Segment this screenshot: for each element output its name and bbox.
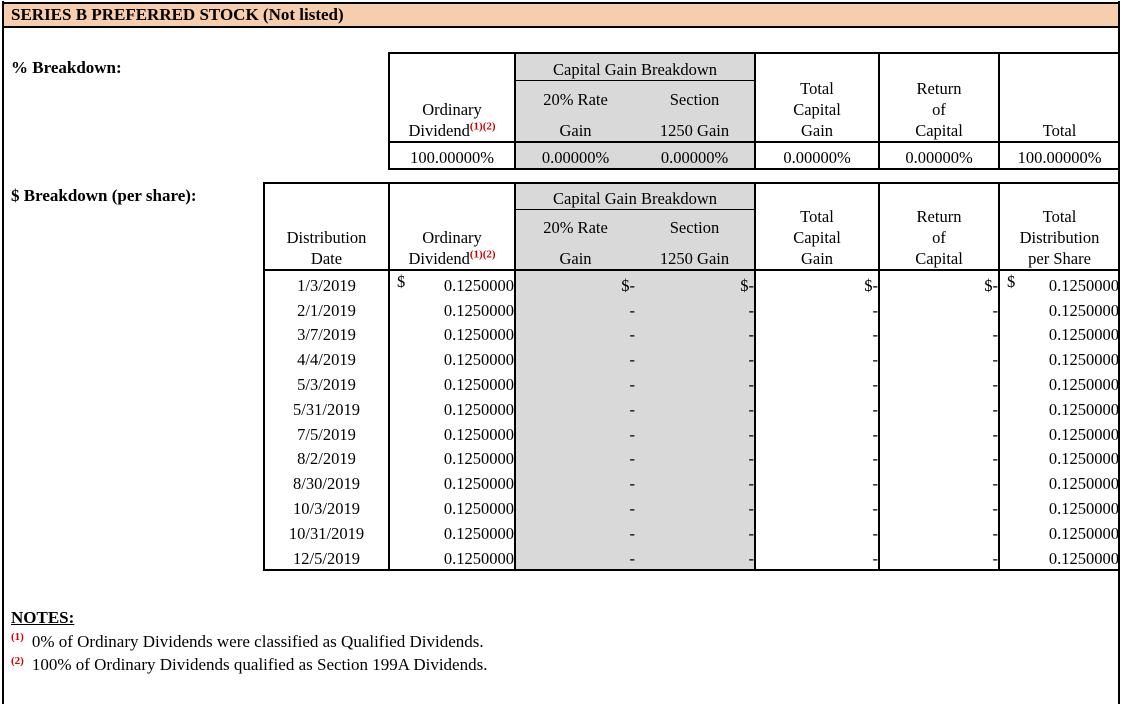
cell-total-capital-gain-value: -: [872, 325, 879, 345]
note-text: 100% of Ordinary Dividends qualified as Section 199A Dividends.: [31, 655, 488, 675]
header-ordinary-dividend: [389, 53, 515, 142]
cell-distribution-date-value: 5/3/2019: [297, 374, 356, 394]
dollar-breakdown-label: $ Breakdown (per share):: [11, 186, 197, 205]
cell-ordinary-dividend-value: 0.1250000: [443, 300, 514, 320]
cell-20-rate-gain-value: -: [629, 300, 635, 320]
cell-total-capital-gain: [755, 469, 879, 494]
cell-total-distribution-per-share-value: 0.1250000: [1048, 523, 1120, 543]
cell-percent-ordinary-dividend: 100.00000%: [389, 142, 515, 169]
cell-section-1250-gain-value: -: [748, 424, 755, 444]
cell-20-rate-gain-value: -: [629, 523, 635, 543]
cell-section-1250-gain: [635, 370, 755, 395]
cell-20-rate-gain-value: -: [629, 325, 635, 345]
cell-return-of-capital-value: -: [992, 350, 999, 370]
cell-ordinary-dividend: [389, 270, 515, 296]
cell-ordinary-dividend: [389, 296, 515, 321]
cell-distribution-date-value: 10/3/2019: [293, 498, 360, 518]
currency-symbol: $: [740, 275, 749, 295]
header-tdps-line3: per Share: [1028, 249, 1091, 268]
header-20-rate-gain-line1: 20% Rate: [515, 210, 635, 239]
header-return-of-capital: [879, 53, 999, 142]
cell-return-of-capital: [879, 345, 999, 370]
header-tcg-line3: Gain: [800, 121, 834, 140]
cell-20-rate-gain: [515, 519, 635, 544]
cell-return-of-capital: [879, 494, 999, 519]
cell-distribution-date: [264, 270, 389, 296]
cell-total-capital-gain-value: -: [872, 300, 879, 320]
cell-distribution-date-value: 3/7/2019: [297, 325, 356, 345]
cell-distribution-date: [264, 544, 389, 570]
table-row: [264, 321, 1119, 346]
notes-title: NOTES:: [11, 608, 75, 627]
cell-total-capital-gain-value: -: [872, 498, 879, 518]
footnote-marker: (1)(2): [469, 248, 496, 261]
currency-symbol: $: [621, 275, 630, 295]
cell-total-distribution-per-share: [999, 519, 1119, 544]
cell-20-rate-gain: [515, 345, 635, 370]
cell-section-1250-gain: [635, 544, 755, 570]
cell-section-1250-gain-value: -: [748, 275, 755, 295]
cell-total-capital-gain: [755, 321, 879, 346]
cell-return-of-capital-value: -: [992, 548, 999, 568]
cell-total-capital-gain: [755, 494, 879, 519]
cell-total-distribution-per-share: [999, 296, 1119, 321]
table-row: [264, 445, 1119, 470]
cell-20-rate-gain: [515, 494, 635, 519]
cell-ordinary-dividend-value: 0.1250000: [443, 449, 514, 469]
cell-return-of-capital: [879, 544, 999, 570]
cell-distribution-date: [264, 395, 389, 420]
cell-distribution-date: [264, 469, 389, 494]
cell-return-of-capital-value: -: [992, 399, 999, 419]
header-total-distribution-per-share: [999, 183, 1119, 270]
cell-distribution-date-value: 7/5/2019: [297, 424, 356, 444]
header-ordinary-line1: Ordinary: [422, 100, 482, 119]
cell-total-capital-gain: [755, 395, 879, 420]
table-row: [264, 420, 1119, 445]
cell-section-1250-gain-value: -: [748, 548, 755, 568]
cell-return-of-capital: [879, 270, 999, 296]
header-section-1250-line2: 1250 Gain: [635, 110, 755, 142]
cell-20-rate-gain-value: -: [629, 498, 635, 518]
cell-20-rate-gain: [515, 469, 635, 494]
cell-section-1250-gain: [635, 395, 755, 420]
cell-20-rate-gain: [515, 544, 635, 570]
cell-total-distribution-per-share: [999, 345, 1119, 370]
header-total-capital-gain: [755, 53, 879, 142]
cell-total-distribution-per-share: [999, 395, 1119, 420]
header-section-1250-line1: Section: [635, 210, 755, 239]
cell-total-distribution-per-share: [999, 469, 1119, 494]
cell-total-capital-gain: [755, 544, 879, 570]
cell-ordinary-dividend-value: 0.1250000: [443, 399, 514, 419]
cell-distribution-date-value: 5/31/2019: [293, 399, 360, 419]
dollar-breakdown-table: [263, 182, 1119, 571]
cell-return-of-capital: [879, 370, 999, 395]
cell-return-of-capital: [879, 519, 999, 544]
cell-ordinary-dividend: [389, 519, 515, 544]
page-title: SERIES B PREFERRED STOCK (Not listed): [4, 2, 1118, 28]
header-tcg-line1: Total: [800, 207, 834, 226]
cell-total-distribution-per-share-value: 0.1250000: [1048, 449, 1120, 469]
cell-total-distribution-per-share-value: 0.1250000: [1048, 374, 1120, 394]
cell-total-capital-gain-value: -: [872, 275, 879, 295]
cell-total-distribution-per-share-value: 0.1250000: [1048, 275, 1120, 295]
cell-total-distribution-per-share-value: 0.1250000: [1048, 325, 1120, 345]
cell-20-rate-gain-value: -: [629, 449, 635, 469]
cell-20-rate-gain: [515, 445, 635, 470]
cell-ordinary-dividend-value: 0.1250000: [443, 275, 514, 295]
cell-total-distribution-per-share: [999, 420, 1119, 445]
cell-section-1250-gain: [635, 469, 755, 494]
cell-ordinary-dividend-value: 0.1250000: [443, 424, 514, 444]
cell-total-distribution-per-share: [999, 370, 1119, 395]
cell-total-distribution-per-share-value: 0.1250000: [1048, 300, 1120, 320]
cell-total-capital-gain-value: -: [872, 449, 879, 469]
cell-ordinary-dividend-value: 0.1250000: [443, 325, 514, 345]
cell-ordinary-dividend: [389, 420, 515, 445]
cell-total-distribution-per-share-value: 0.1250000: [1048, 474, 1120, 494]
cell-return-of-capital-value: -: [992, 275, 999, 295]
header-return-of-capital: [879, 183, 999, 270]
table-header-row: [389, 53, 1119, 81]
cell-20-rate-gain: [515, 395, 635, 420]
cell-20-rate-gain-value: -: [629, 399, 635, 419]
percent-breakdown-table: [388, 52, 1119, 170]
cell-total-distribution-per-share: [999, 544, 1119, 570]
table-row: [264, 494, 1119, 519]
cell-ordinary-dividend: [389, 445, 515, 470]
cell-20-rate-gain-value: -: [629, 350, 635, 370]
cell-section-1250-gain: [635, 494, 755, 519]
cell-percent-return-of-capital: 0.00000%: [879, 142, 999, 169]
header-dividend-line2: Dividend: [408, 249, 470, 268]
cell-return-of-capital-value: -: [992, 300, 999, 320]
header-roc-line3: Capital: [915, 121, 963, 140]
header-20-rate-gain-line2: Gain: [515, 110, 635, 142]
header-20-rate-gain-line2: Gain: [515, 238, 635, 270]
cell-percent-total-capital-gain: 0.00000%: [755, 142, 879, 169]
cell-distribution-date-value: 10/31/2019: [288, 523, 365, 543]
cell-return-of-capital: [879, 296, 999, 321]
header-tcg-line2: Capital: [793, 100, 841, 119]
cell-total-capital-gain: [755, 270, 879, 296]
cell-section-1250-gain: [635, 321, 755, 346]
cell-ordinary-dividend: [389, 321, 515, 346]
header-total: [999, 53, 1119, 142]
currency-symbol: $: [864, 275, 873, 295]
footnote-marker: (1)(2): [469, 120, 496, 133]
cell-distribution-date: [264, 494, 389, 519]
cell-section-1250-gain-value: -: [748, 474, 755, 494]
cell-ordinary-dividend: [389, 345, 515, 370]
cell-total-capital-gain: [755, 370, 879, 395]
cell-20-rate-gain: [515, 420, 635, 445]
cell-section-1250-gain: [635, 519, 755, 544]
cell-section-1250-gain-value: -: [748, 449, 755, 469]
cell-distribution-date-value: 1/3/2019: [297, 275, 356, 295]
cell-section-1250-gain-value: -: [748, 325, 755, 345]
cell-total-capital-gain-value: -: [872, 374, 879, 394]
cell-ordinary-dividend-value: 0.1250000: [443, 523, 514, 543]
cell-distribution-date-value: 8/2/2019: [297, 449, 356, 469]
cell-ordinary-dividend-value: 0.1250000: [443, 350, 514, 370]
table-header-row: [264, 183, 1119, 210]
cell-percent-20-rate-gain: 0.00000%: [515, 142, 635, 169]
cell-return-of-capital: [879, 395, 999, 420]
cell-section-1250-gain: [635, 270, 755, 296]
cell-total-capital-gain: [755, 345, 879, 370]
cell-section-1250-gain-value: -: [748, 374, 755, 394]
cell-20-rate-gain: [515, 270, 635, 296]
note-item: [11, 655, 487, 676]
cell-total-distribution-per-share: [999, 445, 1119, 470]
table-row: [264, 370, 1119, 395]
cell-section-1250-gain: [635, 296, 755, 321]
cell-total-capital-gain-value: -: [872, 399, 879, 419]
cell-total-distribution-per-share-value: 0.1250000: [1048, 350, 1120, 370]
header-dist-date-line1: Distribution: [286, 228, 367, 247]
currency-symbol: $: [984, 275, 993, 295]
header-section-1250-line1: Section: [635, 81, 755, 111]
table-row: [389, 142, 1119, 169]
cell-total-capital-gain-value: -: [872, 350, 879, 370]
cell-20-rate-gain-value: -: [629, 474, 635, 494]
cell-return-of-capital: [879, 420, 999, 445]
cell-section-1250-gain-value: -: [748, 300, 755, 320]
header-roc-line3: Capital: [915, 249, 963, 268]
cell-distribution-date-value: 2/1/2019: [297, 300, 356, 320]
header-roc-line1: Return: [916, 79, 962, 98]
cell-section-1250-gain-value: -: [748, 523, 755, 543]
cell-distribution-date: [264, 370, 389, 395]
cell-section-1250-gain: [635, 345, 755, 370]
cell-distribution-date: [264, 296, 389, 321]
cell-total-capital-gain-value: -: [872, 548, 879, 568]
cell-return-of-capital: [879, 321, 999, 346]
header-capital-gain-breakdown: Capital Gain Breakdown: [515, 53, 755, 81]
cell-distribution-date: [264, 519, 389, 544]
header-distribution-date: [264, 183, 389, 270]
cell-20-rate-gain: [515, 321, 635, 346]
cell-total-distribution-per-share-value: 0.1250000: [1048, 548, 1120, 568]
cell-distribution-date: [264, 420, 389, 445]
cell-total-capital-gain: [755, 445, 879, 470]
cell-return-of-capital-value: -: [992, 523, 999, 543]
cell-20-rate-gain-value: -: [629, 275, 635, 295]
cell-distribution-date: [264, 321, 389, 346]
header-ordinary-dividend: [389, 183, 515, 270]
cell-return-of-capital-value: -: [992, 374, 999, 394]
cell-distribution-date-value: 12/5/2019: [293, 548, 360, 568]
cell-total-distribution-per-share: [999, 270, 1119, 296]
cell-ordinary-dividend: [389, 494, 515, 519]
cell-total-distribution-per-share-value: 0.1250000: [1048, 399, 1120, 419]
cell-distribution-date-value: 4/4/2019: [297, 350, 356, 370]
cell-20-rate-gain-value: -: [629, 424, 635, 444]
header-dist-date-line2: Date: [310, 249, 343, 268]
cell-total-distribution-per-share-value: 0.1250000: [1048, 498, 1120, 518]
cell-return-of-capital-value: -: [992, 424, 999, 444]
cell-percent-section-1250-gain: 0.00000%: [635, 142, 755, 169]
cell-section-1250-gain: [635, 420, 755, 445]
cell-ordinary-dividend-value: 0.1250000: [443, 548, 514, 568]
header-tdps-line1: Total: [1042, 207, 1077, 226]
cell-percent-total: 100.00000%: [999, 142, 1119, 169]
cell-total-capital-gain: [755, 296, 879, 321]
note-marker: (1): [11, 631, 24, 643]
cell-ordinary-dividend: [389, 469, 515, 494]
header-tcg-line1: Total: [800, 79, 834, 98]
header-20-rate-gain-line1: 20% Rate: [515, 81, 635, 111]
cell-section-1250-gain-value: -: [748, 399, 755, 419]
notes-section: [11, 608, 487, 678]
table-row: [264, 296, 1119, 321]
cell-section-1250-gain-value: -: [748, 350, 755, 370]
table-row: [264, 519, 1119, 544]
table-row: [264, 544, 1119, 570]
cell-distribution-date: [264, 345, 389, 370]
cell-ordinary-dividend-value: 0.1250000: [443, 474, 514, 494]
note-text: 0% of Ordinary Dividends were classified as Qualified Dividends.: [31, 631, 484, 651]
table-row: [264, 270, 1119, 296]
cell-return-of-capital-value: -: [992, 325, 999, 345]
header-capital-gain-breakdown: Capital Gain Breakdown: [515, 183, 755, 210]
cell-ordinary-dividend: [389, 395, 515, 420]
cell-return-of-capital-value: -: [992, 474, 999, 494]
header-ordinary-line1: Ordinary: [422, 228, 482, 247]
cell-total-distribution-per-share: [999, 321, 1119, 346]
header-roc-line2: of: [932, 100, 946, 119]
cell-20-rate-gain: [515, 370, 635, 395]
cell-ordinary-dividend: [389, 544, 515, 570]
cell-total-capital-gain-value: -: [872, 424, 879, 444]
cell-distribution-date-value: 8/30/2019: [293, 474, 360, 494]
cell-return-of-capital: [879, 469, 999, 494]
note-item: [11, 631, 487, 652]
cell-20-rate-gain-value: -: [629, 548, 635, 568]
table-row: [264, 469, 1119, 494]
page-frame: [2, 1, 1120, 704]
cell-total-distribution-per-share-value: 0.1250000: [1048, 424, 1120, 444]
note-marker: (2): [11, 654, 24, 667]
header-roc-line2: of: [932, 228, 946, 247]
currency-symbol: $: [397, 272, 406, 291]
cell-total-capital-gain-value: -: [872, 474, 879, 494]
cell-20-rate-gain-value: -: [629, 374, 635, 394]
cell-total-capital-gain-value: -: [872, 523, 879, 543]
header-total-capital-gain: [755, 183, 879, 270]
header-tcg-line2: Capital: [793, 228, 841, 247]
header-total-label: Total: [1042, 121, 1077, 140]
cell-total-distribution-per-share: [999, 494, 1119, 519]
cell-section-1250-gain-value: -: [748, 498, 755, 518]
currency-symbol: $: [1007, 272, 1016, 291]
cell-total-capital-gain: [755, 420, 879, 445]
cell-20-rate-gain: [515, 296, 635, 321]
percent-breakdown-label: % Breakdown:: [11, 58, 122, 77]
header-dividend-line2: Dividend: [408, 121, 470, 140]
cell-return-of-capital: [879, 445, 999, 470]
cell-return-of-capital-value: -: [992, 449, 999, 469]
header-section-1250-line2: 1250 Gain: [635, 238, 755, 270]
header-tdps-line2: Distribution: [1019, 228, 1100, 247]
cell-ordinary-dividend-value: 0.1250000: [443, 374, 514, 394]
header-roc-line1: Return: [916, 207, 962, 226]
cell-section-1250-gain: [635, 445, 755, 470]
cell-ordinary-dividend-value: 0.1250000: [443, 498, 514, 518]
header-tcg-line3: Gain: [800, 249, 834, 268]
cell-return-of-capital-value: -: [992, 498, 999, 518]
cell-total-capital-gain: [755, 519, 879, 544]
table-row: [264, 395, 1119, 420]
cell-ordinary-dividend: [389, 370, 515, 395]
cell-distribution-date: [264, 445, 389, 470]
table-row: [264, 345, 1119, 370]
